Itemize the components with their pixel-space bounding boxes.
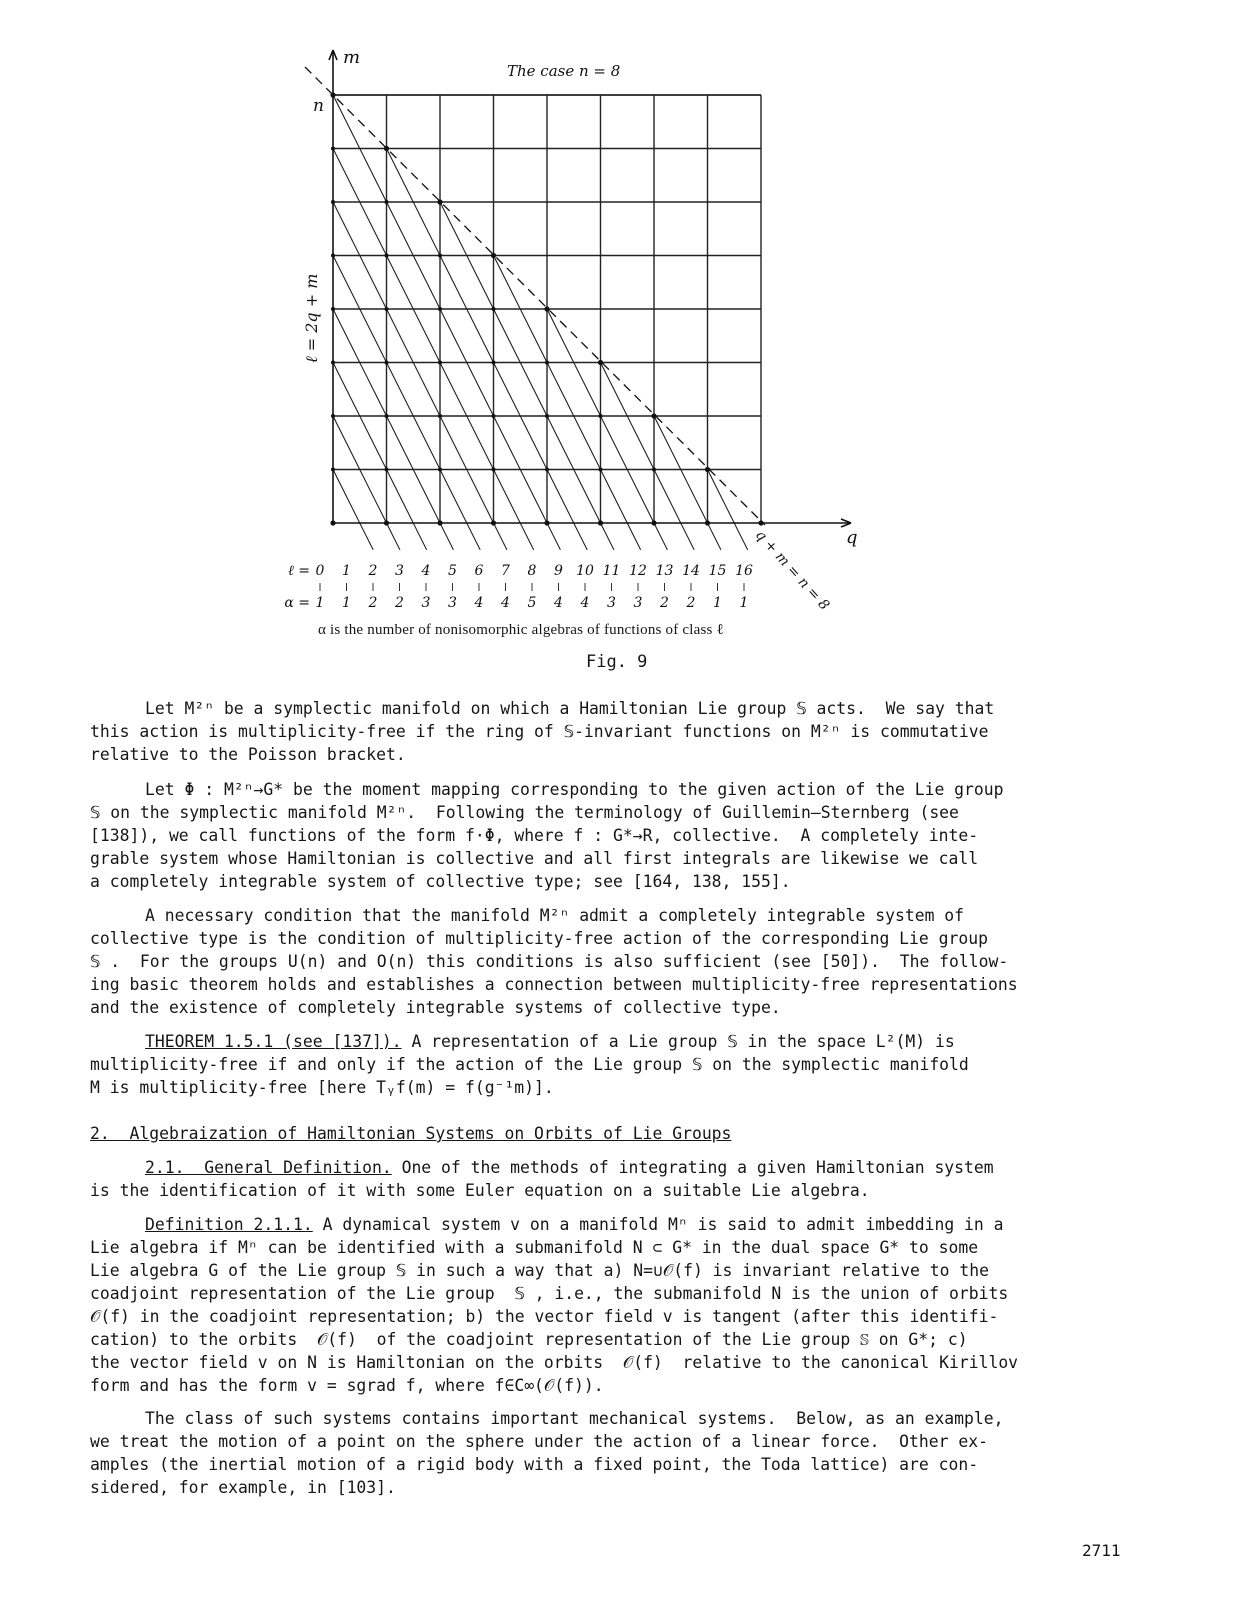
lattice-point xyxy=(492,414,496,418)
lattice-point xyxy=(331,254,335,258)
paragraph-multiplicity-free: Let M²ⁿ be a symplectic manifold on which a Hamiltonian Lie group 𝕊 acts. We say that this action is multiplicity-free if the ring of 𝕊-invariant functions on M²ⁿ is commutative relative to the Poisson bracket. xyxy=(90,699,995,764)
lattice-point xyxy=(438,307,442,311)
ell-prefix: ℓ = xyxy=(287,563,310,579)
lattice-point xyxy=(705,520,710,525)
paragraph-general-definition: 2.1. General Definition. One of the methods of integrating a given Hamiltonian system is the identification of it with some Euler equation on a suitable Lie algebra. xyxy=(90,1158,994,1200)
figure-caption: α is the number of nonisomorphic algebras of functions of class ℓ xyxy=(318,622,724,638)
constant-ell-line xyxy=(601,363,695,550)
alpha-tick-label: 4 xyxy=(580,595,590,611)
lattice-point xyxy=(385,254,389,258)
lattice-point xyxy=(437,199,442,204)
lattice-point xyxy=(599,468,603,472)
lattice-point xyxy=(491,253,496,258)
lattice-point xyxy=(545,468,549,472)
lattice-point xyxy=(331,200,335,204)
paragraph-examples: The class of such systems contains important mechanical systems. Below, as an example, we treat the motion of a point on the sphere under the action of a linear force. Other ex- amples (the inertial motion of a rigid body with a fixed point, the Toda lattice) are con- sidered, for example, in [103]. xyxy=(90,1409,1004,1497)
lattice-point xyxy=(330,520,335,525)
alpha-tick-label: 1 xyxy=(739,595,749,611)
constant-ell-line xyxy=(333,309,453,550)
hatching-lines xyxy=(333,95,748,550)
constant-ell-line xyxy=(440,202,614,550)
constant-ell-line xyxy=(333,256,480,550)
ell-tick-label: 13 xyxy=(655,563,674,579)
ell-tick-label: 8 xyxy=(527,563,537,579)
alpha-tick-label: 3 xyxy=(607,595,616,611)
figure-title: The case n = 8 xyxy=(507,62,621,80)
alpha-tick-label: 2 xyxy=(395,595,404,611)
lattice-point xyxy=(652,468,656,472)
ell-tick-label: 9 xyxy=(554,563,563,579)
q-axis-label: q xyxy=(846,527,858,548)
lattice-point xyxy=(705,467,710,472)
lattice-point xyxy=(437,520,442,525)
diagonal-label: q + m = n = 8 xyxy=(752,526,833,614)
constant-ell-line xyxy=(333,202,507,550)
constant-ell-line xyxy=(654,416,721,550)
constant-ell-line xyxy=(547,309,667,550)
alpha-tick-label: 2 xyxy=(368,595,378,611)
lattice-point xyxy=(544,520,549,525)
lattice-point xyxy=(385,468,389,472)
lattice-point xyxy=(331,361,335,365)
lattice-point xyxy=(651,413,656,418)
constant-ell-line xyxy=(333,470,373,550)
lattice-point xyxy=(544,306,549,311)
lattice-point xyxy=(331,307,335,311)
section-heading: 2. Algebraization of Hamiltonian Systems on Orbits of Lie Groups xyxy=(90,1124,732,1143)
ell-tick-label: 14 xyxy=(682,563,700,579)
constant-ell-line xyxy=(333,363,427,550)
ell-tick-label: 0 xyxy=(315,563,325,579)
theorem-heading: THEOREM 1.5.1 (see [137]). xyxy=(145,1032,402,1051)
paragraph-moment-mapping: Let Φ : M²ⁿ→G* be the moment mapping corresponding to the given action of the Lie group 𝕊 on the symplectic manifold M²ⁿ. Following the terminology of Guillemin–Sternberg (see [138]), we call functions of the form f·Φ, where f : G*→R, collective. A completely inte- grable system whose Hamiltonian is collective and all first integrals are likewise we call a completely integrable system of collective type; see [164, 138, 155]. xyxy=(90,780,1004,891)
n-corner-label: n xyxy=(313,96,324,116)
lattice-point xyxy=(545,414,549,418)
alpha-tick-label: 3 xyxy=(421,595,431,611)
ell-tick-label: 2 xyxy=(368,563,378,579)
ell-tick-label: 1 xyxy=(342,563,351,579)
alpha-tick-label: 4 xyxy=(501,595,510,611)
lattice-point xyxy=(331,414,335,418)
definition-2-1-1: Definition 2.1.1. A dynamical system v on a manifold Mⁿ is said to admit imbedding in a Lie algebra if Mⁿ can be identified with a submanifold N ⊂ G* in the dual space G* to some Lie algebra G of the Lie group 𝕊 in such a way that a) N=∪𝒪(f) is invariant relative to the coadjoint representation of the Lie group 𝕊 , i.e., the submanifold N is the union of orbits 𝒪(f) in the coadjoint representation; b) the vector field v is tangent (after this identifi- cation) to the orbits 𝒪(f) of the coadjoint representation of the Lie group 𝕊 on G*; c) the vector field v on N is Hamiltonian on the orbits 𝒪(f) relative to the canonical Kirillov form and has the form v = sgrad f, where f∈C∞(𝒪(f)). xyxy=(90,1215,1019,1395)
page-number: 2711 xyxy=(1082,1541,1121,1560)
lattice-point xyxy=(438,361,442,365)
constant-ell-line xyxy=(494,256,641,550)
lattice-point xyxy=(545,361,549,365)
alpha-tick-label: 4 xyxy=(554,595,563,611)
figure-number: Fig. 9 xyxy=(586,652,648,672)
ell-tick-label: 16 xyxy=(735,563,753,579)
alpha-tick-label: 3 xyxy=(448,595,457,611)
ell-tick-label: 7 xyxy=(501,563,510,579)
lattice-point xyxy=(384,520,389,525)
ell-tick-label: 3 xyxy=(395,563,404,579)
lattice-point xyxy=(438,468,442,472)
paragraph-necessary-condition: A necessary condition that the manifold M²ⁿ admit a completely integrable system of collective type is the condition of multiplicity-free action of the corresponding Lie group 𝕊 . For the groups U(n) and O(n) this conditions is also sufficient (see [50]). The follow- ing basic theorem holds and establishes a connection between multiplicity-free representations and the existence of completely integrable systems of collective type. xyxy=(90,906,1018,1017)
boundary-line-q-plus-m-equals-n xyxy=(305,67,765,525)
lattice-point xyxy=(492,468,496,472)
ell-tick-label: 12 xyxy=(629,563,647,579)
ell-tick-label: 11 xyxy=(602,563,621,579)
lattice-point xyxy=(385,200,389,204)
ell-tick-label: 10 xyxy=(576,563,594,579)
ell-tick-label: 4 xyxy=(421,563,431,579)
constant-ell-line xyxy=(333,95,560,550)
lattice-point xyxy=(598,360,603,365)
lattice-point xyxy=(438,254,442,258)
definition-heading: Definition 2.1.1. xyxy=(145,1215,313,1234)
figure-9-diagram xyxy=(280,40,940,620)
lattice-point xyxy=(651,520,656,525)
lattice-point xyxy=(384,146,389,151)
alpha-tick-label: 1 xyxy=(713,595,722,611)
lattice-point xyxy=(330,92,335,97)
ell-tick-label: 5 xyxy=(448,563,457,579)
lattice-point xyxy=(758,520,763,525)
lattice-point xyxy=(598,520,603,525)
alpha-prefix: α = xyxy=(284,595,310,611)
constant-ell-line xyxy=(708,470,748,550)
lattice-point xyxy=(385,414,389,418)
left-axis-label: ℓ = 2q + m xyxy=(302,273,321,363)
lattice-point xyxy=(491,520,496,525)
ell-tick-label: 15 xyxy=(708,563,727,579)
lattice-point xyxy=(331,147,335,151)
ell-tick-label: 6 xyxy=(474,563,484,579)
alpha-tick-label: 2 xyxy=(686,595,696,611)
alpha-tick-label: 4 xyxy=(474,595,484,611)
alpha-tick-label: 2 xyxy=(660,595,669,611)
m-axis-label: m xyxy=(343,47,361,68)
alpha-tick-label: 5 xyxy=(527,595,537,611)
lattice-point xyxy=(492,307,496,311)
subsection-heading: 2.1. General Definition. xyxy=(145,1158,392,1177)
constant-ell-line xyxy=(333,149,534,550)
lattice-point xyxy=(331,468,335,472)
alpha-tick-label: 1 xyxy=(315,595,325,611)
theorem-1-5-1: THEOREM 1.5.1 (see [137]). A representation of a Lie group 𝕊 in the space L²(M) is multiplicity-free if and only if the action of the Lie group 𝕊 on the symplectic manifold M is multiplicity-free [here Tᵧf(m) = f(g⁻¹m)]. xyxy=(90,1032,969,1097)
lattice-point xyxy=(438,414,442,418)
lattice-point xyxy=(599,414,603,418)
lattice-point xyxy=(385,361,389,365)
lattice-point xyxy=(385,307,389,311)
constant-ell-line xyxy=(387,149,588,550)
lattice-point xyxy=(492,361,496,365)
alpha-tick-label: 3 xyxy=(633,595,643,611)
alpha-tick-label: 1 xyxy=(342,595,351,611)
constant-ell-line xyxy=(333,416,400,550)
